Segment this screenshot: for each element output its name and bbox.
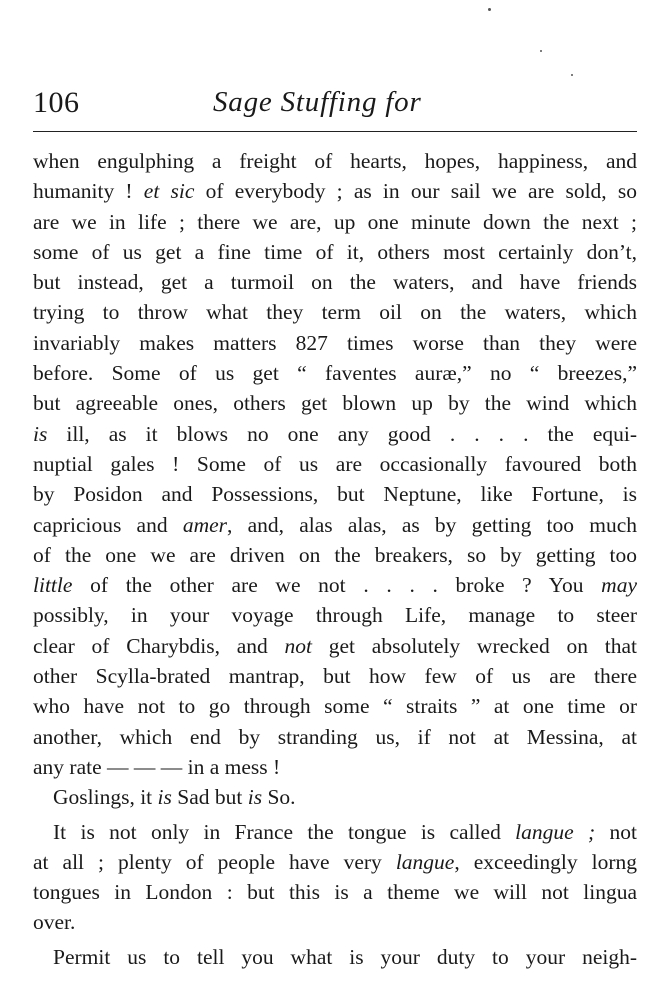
text-line (33, 942, 637, 972)
text-line (33, 817, 637, 847)
text-line (33, 328, 637, 358)
text-run: at all ; plenty of people have very (33, 849, 396, 874)
text-line (33, 146, 637, 176)
text-run: another, which end by stranding us, if not at Messina, at (33, 724, 637, 749)
text-line (33, 176, 637, 206)
text-run: before. Some of us get “ faventes auræ,” no “ breezes,” (33, 361, 637, 386)
text-run: some of us get a fine time of it, others most certainly don’t, (33, 239, 637, 264)
text-line (33, 570, 637, 600)
text-line (33, 600, 637, 630)
text-run: get absolutely wrecked on that (312, 633, 637, 658)
text-line (33, 540, 637, 570)
text-line (33, 388, 637, 418)
italic-text: is (157, 785, 172, 810)
italic-text: et sic (143, 179, 195, 204)
text-run: , exceedingly lorng (454, 849, 637, 874)
text-run: of everybody ; as in our sail we are sold, so (194, 179, 637, 204)
text-run: So. (262, 785, 296, 810)
text-run: nuptial gales ! Some of us are occasionally favoured both (33, 451, 637, 476)
italic-text: may (601, 573, 637, 598)
italic-text: langue (395, 849, 455, 874)
paper-speck (540, 50, 542, 52)
text-run: any rate — — — in a mess ! (33, 754, 281, 779)
text-run: of the other are we not . . . . broke ? You (72, 573, 602, 598)
text-line (33, 479, 637, 509)
text-run: ill, as it blows no one any good . . . . the equi- (47, 421, 637, 446)
text-run: trying to throw what they term oil on the waters, which (33, 300, 637, 325)
text-run: but agreeable ones, others get blown up by the wind which (33, 391, 637, 416)
text-run: of the one we are driven on the breakers, so by getting too (33, 542, 637, 567)
text-line (33, 691, 637, 721)
italic-text: little (33, 573, 73, 598)
text-line (33, 847, 637, 877)
text-run: Permit us to tell you what is your duty to your neigh- (53, 944, 637, 969)
text-line (33, 237, 637, 267)
text-run: possibly, in your voyage through Life, manage to steer (33, 603, 637, 628)
text-run: but instead, get a turmoil on the waters, and have friends (33, 270, 637, 295)
text-run: Goslings, it (53, 785, 158, 810)
text-run: invariably makes matters 827 times worse than they were (33, 330, 637, 355)
page-number: 106 (33, 86, 80, 119)
text-line (33, 877, 637, 907)
text-line (33, 267, 637, 297)
text-line (33, 449, 637, 479)
text-run: when engulphing a freight of hearts, hopes, happiness, and (33, 149, 637, 173)
text-line (33, 631, 637, 661)
italic-text: not (284, 633, 312, 658)
italic-text: is (247, 785, 263, 810)
text-run: over. (33, 910, 76, 935)
text-run: capricious and (33, 512, 183, 537)
text-run: not (595, 819, 637, 844)
italic-text: amer (182, 512, 227, 537)
text-run: tongues in London : but this is a theme we will not lingua (33, 880, 637, 905)
paper-speck (571, 74, 573, 76)
italic-text: is (33, 421, 48, 446)
text-line (33, 782, 637, 812)
text-line (33, 907, 637, 937)
text-run: It is not only in France the tongue is called (53, 819, 516, 844)
text-run: humanity ! (33, 179, 144, 204)
page-header (33, 86, 637, 130)
body-text (33, 146, 637, 972)
text-line (33, 297, 637, 327)
text-run: other Scylla-brated mantrap, but how few of us are there (33, 664, 637, 689)
text-run: who have not to go through some “ straits ” at one time or (33, 694, 637, 719)
header-rule (33, 131, 637, 132)
text-line (33, 722, 637, 752)
italic-text: langue ; (515, 819, 596, 844)
text-line (33, 358, 637, 388)
text-line (33, 510, 637, 540)
text-line (33, 419, 637, 449)
text-line (33, 207, 637, 237)
text-line (33, 752, 637, 782)
paper-speck (488, 8, 491, 11)
text-line (33, 661, 637, 691)
text-run: Sad but (171, 785, 248, 810)
running-head: Sage Stuffing for (213, 86, 422, 118)
text-run: by Posidon and Possessions, but Neptune, like Fortune, is (33, 482, 637, 507)
text-run: , and, alas alas, as by getting too much (227, 512, 637, 537)
text-run: clear of Charybdis, and (33, 633, 285, 658)
text-run: are we in life ; there we are, up one minute down the next ; (33, 209, 637, 234)
